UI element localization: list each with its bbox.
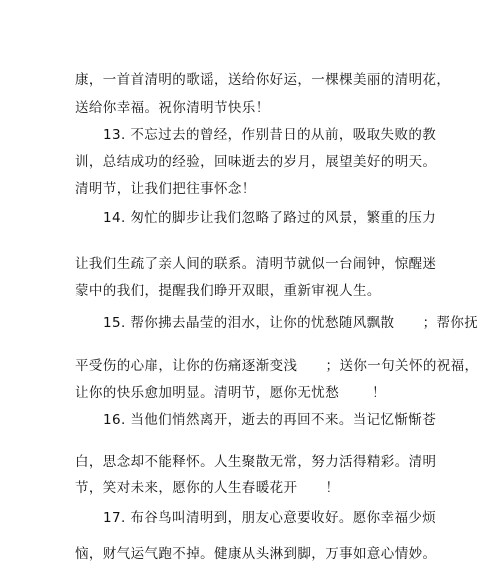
text-line: 蒙中的我们，提醒我们睁开双眼，重新审视人生。 [75, 283, 381, 299]
text-line: 清明节，让我们把往事怀念！ [75, 181, 256, 197]
text-line: 16. 当他们悄然离开，逝去的再回不来。当记忆惭惭苍 [103, 412, 437, 428]
text-line: 17. 布谷鸟叫清明到，朋友心意要收好。愿你幸福少烦 [103, 510, 437, 526]
text-line: 训，总结成功的经验，回味逝去的岁月，展望美好的明天。 [75, 154, 437, 170]
text-line: 节，笑对未来，愿你的人生春暖花开 ！ [75, 480, 340, 496]
text-line: 平受伤的心扉，让你的伤痛逐渐变浅 ；送你一句关怀的祝福， [75, 358, 479, 374]
text-line: 白，思念却不能释怀。人生聚散无常，努力活得精彩。清明 [75, 454, 437, 470]
text-line: 让你的快乐愈加明显。清明节，愿你无忧愁 ！ [75, 385, 386, 401]
text-line: 送给你幸福。祝你清明节快乐！ [75, 100, 270, 116]
text-line: 让我们生疏了亲人间的联系。清明节就似一台闹钟，惊醒迷 [75, 256, 437, 272]
text-line: 13. 不忘过去的曾经，作别昔日的从前，吸取失败的教 [103, 127, 437, 143]
text-line: 14. 匆忙的脚步让我们忽略了路过的风景，繁重的压力 [103, 210, 437, 226]
text-line: 恼，财气运气跑不掉。健康从头淋到脚，万事如意心情妙。 [75, 546, 437, 562]
text-line: 15. 帮你拂去晶莹的泪水，让你的忧愁随风飘散 ；帮你抚 [103, 315, 479, 331]
text-line: 康，一首首清明的歌谣，送给你好运，一棵棵美丽的清明花， [75, 72, 451, 88]
